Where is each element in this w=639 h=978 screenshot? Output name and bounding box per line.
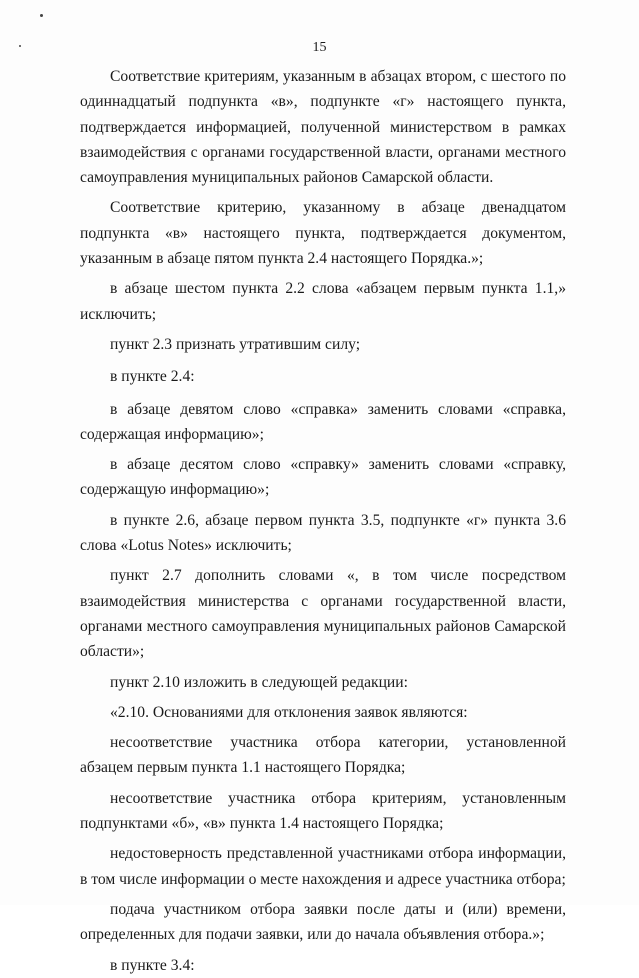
paragraph: в абзаце десятом слово «справку» заменить словами «справку, содержащую информацию»; (80, 456, 566, 499)
document-body (80, 64, 566, 978)
paragraph: пункт 2.3 признать утратившим силу; (110, 335, 361, 353)
paragraph: несоответствие участника отбора критериям, установленным подпунктами «б», «в» пункта 1.4 настоящего Порядка; (80, 789, 566, 833)
page-number: 15 (312, 40, 327, 55)
paragraph: в пункте 2.6, абзаце первом пункта 3.5, подпункте «г» пункта 3.6 слова «Lotus Notes» исключить; (80, 511, 566, 555)
paragraph: пункт 2.7 дополнить словами «, в том числе посредством взаимодействия министерства с органами государственной власти, органами местного самоуправления муниципальных районов Самарской области»; (80, 567, 566, 661)
scan-speck (40, 14, 43, 17)
paragraph: в абзаце шестом пункта 2.2 слова «абзацем первым пункта 1.1,» исключить; (80, 280, 566, 323)
paragraph: в пункте 3.4: (110, 956, 195, 974)
paragraph: несоответствие участника отбора категории, установленной абзацем первым пункта 1.1 настоящего Порядка; (80, 734, 566, 777)
paragraph: Соответствие критериям, указанным в абзацах втором, с шестого по одиннадцатый подпункта «в», подпункте «г» настоящего пункта, подтверждается информацией, полученной министерством в рамках взаимодействия с органами государственной власти, органами местного самоуправления муниципальных районов Самарской области. (80, 68, 566, 187)
paragraph: в пункте 2.4: (110, 368, 195, 386)
paragraph: Соответствие критерию, указанному в абзаце двенадцатом подпункта «в» настоящего пункта, подтверждается документом, указанным в абзаце пятом пункта 2.4 настоящего Порядка.»; (80, 199, 566, 268)
paragraph: в абзаце девятом слово «справка» заменить словами «справка, содержащая информацию»; (80, 400, 566, 443)
paragraph: «2.10. Основаниями для отклонения заявок являются: (110, 703, 468, 721)
paragraph: недостоверность представленной участниками отбора информации, в том числе информации о месте нахождения и адресе участника отбора; (80, 845, 566, 888)
paragraph: подача участником отбора заявки после даты и (или) времени, определенных для подачи заявки, или до начала объявления отбора.»; (80, 900, 566, 944)
paragraph: пункт 2.10 изложить в следующей редакции: (110, 673, 408, 691)
